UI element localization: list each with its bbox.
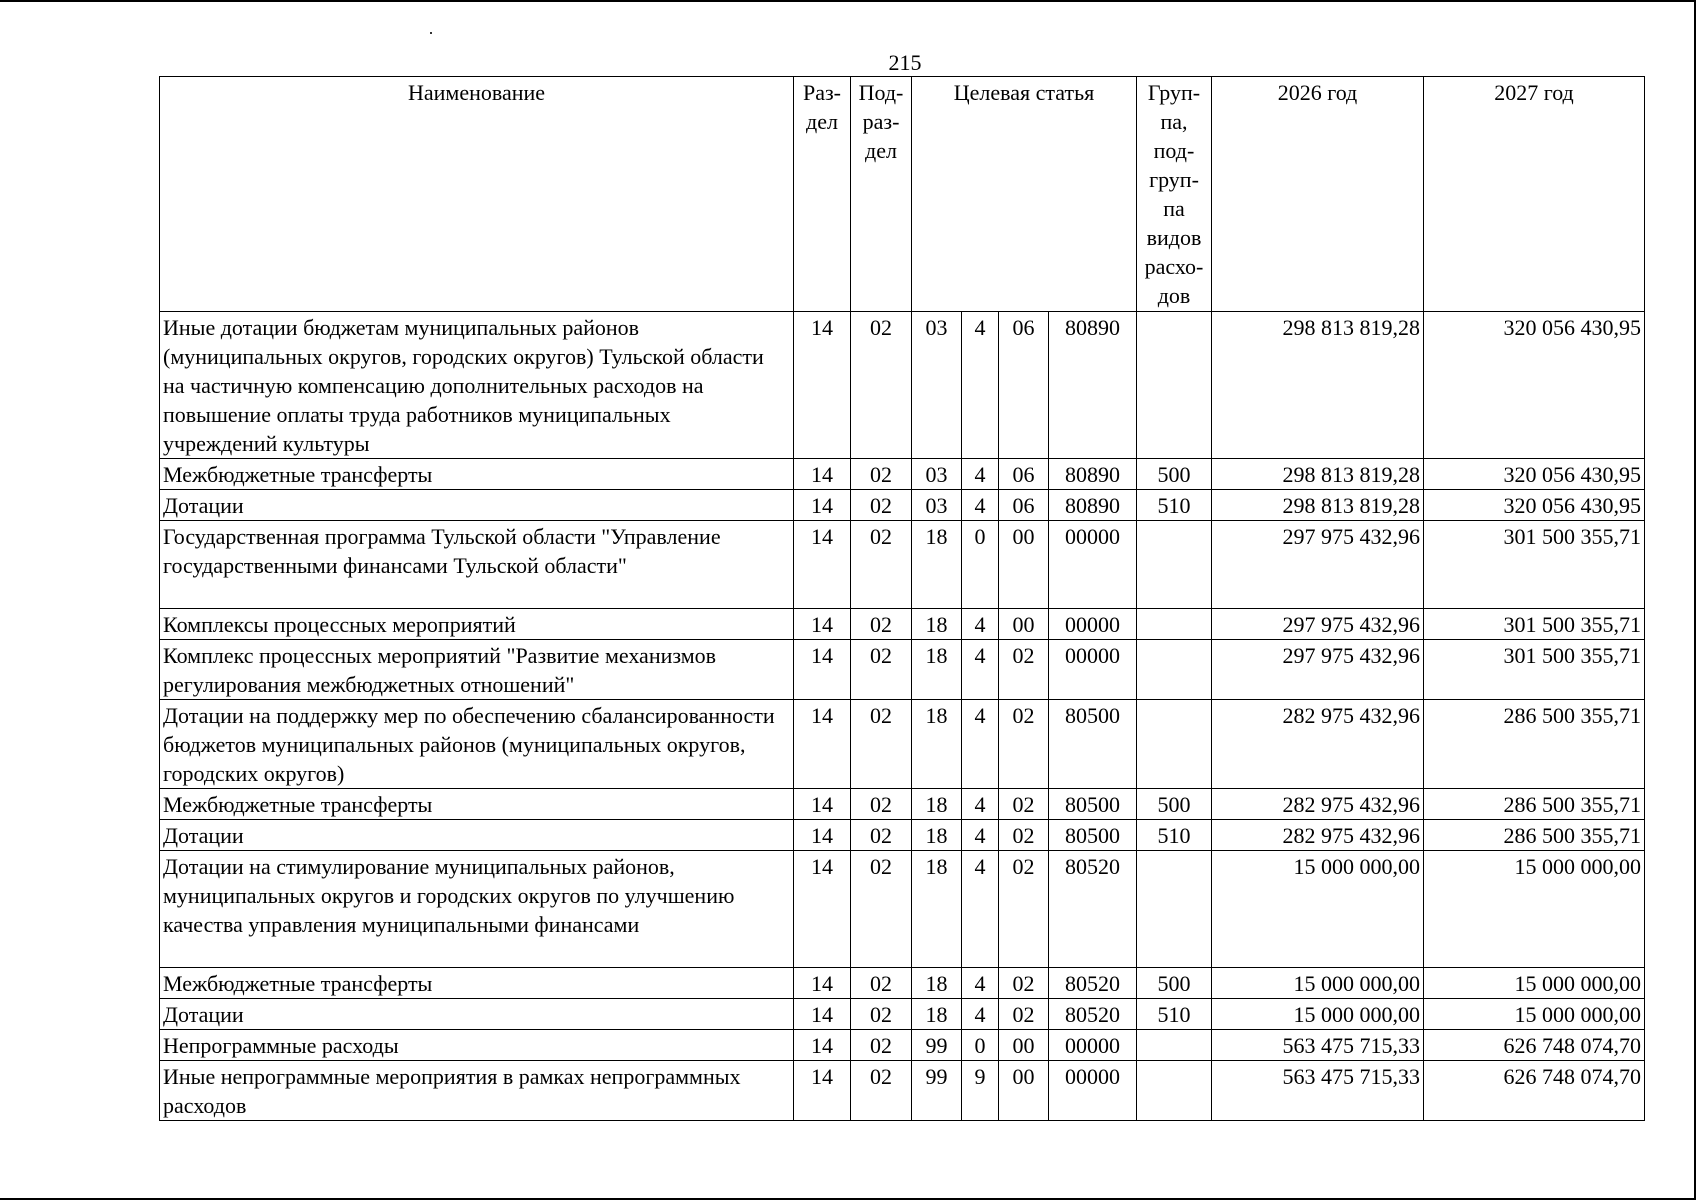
- row-amount-2026: 563 475 715,33: [1212, 1061, 1424, 1121]
- row-name: Межбюджетные трансферты: [160, 459, 794, 490]
- row-amount-2027: 301 500 355,71: [1424, 640, 1645, 700]
- row-target-program: 18: [912, 789, 962, 820]
- row-expense-group: 510: [1137, 490, 1212, 521]
- row-razdel: 14: [794, 459, 851, 490]
- table-row: [160, 851, 1645, 968]
- row-amount-2027: 286 500 355,71: [1424, 700, 1645, 789]
- row-amount-2027: 320 056 430,95: [1424, 459, 1645, 490]
- row-target-direction: 80890: [1049, 490, 1137, 521]
- row-target-program: 03: [912, 490, 962, 521]
- row-target-direction: 80500: [1049, 789, 1137, 820]
- row-amount-2026: 298 813 819,28: [1212, 459, 1424, 490]
- header-razdel: Раз- дел: [794, 77, 851, 312]
- row-name: Дотации: [160, 999, 794, 1030]
- row-razdel: 14: [794, 700, 851, 789]
- row-target-program: 18: [912, 521, 962, 609]
- row-podrazdel: 02: [851, 999, 912, 1030]
- table-row: [160, 1030, 1645, 1061]
- table-row: [160, 521, 1645, 609]
- budget-table: [159, 76, 1645, 1121]
- row-target-type: 0: [962, 1030, 999, 1061]
- row-target-type: 4: [962, 312, 999, 459]
- row-target-subprogram: 06: [999, 459, 1049, 490]
- row-razdel: 14: [794, 968, 851, 999]
- row-expense-group: 500: [1137, 459, 1212, 490]
- row-razdel: 14: [794, 820, 851, 851]
- row-razdel: 14: [794, 851, 851, 968]
- row-expense-group: [1137, 312, 1212, 459]
- row-amount-2027: 301 500 355,71: [1424, 609, 1645, 640]
- row-expense-group: [1137, 700, 1212, 789]
- row-amount-2026: 298 813 819,28: [1212, 490, 1424, 521]
- row-podrazdel: 02: [851, 1061, 912, 1121]
- row-name: Государственная программа Тульской области "Управление государственными финансами Тульской области": [160, 521, 794, 609]
- row-name: Дотации на стимулирование муниципальных районов, муниципальных округов и городских округов по улучшению качества управления муниципальными финансами: [160, 851, 794, 968]
- row-target-type: 4: [962, 851, 999, 968]
- row-razdel: 14: [794, 1030, 851, 1061]
- row-amount-2026: 297 975 432,96: [1212, 640, 1424, 700]
- row-target-direction: 80890: [1049, 459, 1137, 490]
- row-razdel: 14: [794, 490, 851, 521]
- row-amount-2026: 15 000 000,00: [1212, 999, 1424, 1030]
- row-amount-2027: 286 500 355,71: [1424, 789, 1645, 820]
- row-amount-2027: 286 500 355,71: [1424, 820, 1645, 851]
- row-target-direction: 00000: [1049, 1061, 1137, 1121]
- row-target-direction: 00000: [1049, 609, 1137, 640]
- row-target-subprogram: 02: [999, 999, 1049, 1030]
- row-amount-2027: 626 748 074,70: [1424, 1061, 1645, 1121]
- row-podrazdel: 02: [851, 640, 912, 700]
- row-target-subprogram: 00: [999, 1061, 1049, 1121]
- row-amount-2026: 297 975 432,96: [1212, 609, 1424, 640]
- header-expense-group: Груп- па, под- груп- па видов расхо- дов: [1137, 77, 1212, 312]
- row-podrazdel: 02: [851, 490, 912, 521]
- row-target-type: 4: [962, 789, 999, 820]
- row-podrazdel: 02: [851, 521, 912, 609]
- row-target-program: 18: [912, 968, 962, 999]
- row-name: Комплекс процессных мероприятий "Развитие механизмов регулирования межбюджетных отношений": [160, 640, 794, 700]
- table-row: [160, 312, 1645, 459]
- row-amount-2026: 15 000 000,00: [1212, 851, 1424, 968]
- row-target-subprogram: 02: [999, 851, 1049, 968]
- row-amount-2027: 301 500 355,71: [1424, 521, 1645, 609]
- row-expense-group: 510: [1137, 999, 1212, 1030]
- row-target-subprogram: 02: [999, 700, 1049, 789]
- row-target-direction: 80500: [1049, 820, 1137, 851]
- row-expense-group: [1137, 851, 1212, 968]
- row-target-program: 18: [912, 640, 962, 700]
- row-target-type: 0: [962, 521, 999, 609]
- row-amount-2026: 563 475 715,33: [1212, 1030, 1424, 1061]
- row-target-program: 18: [912, 609, 962, 640]
- row-expense-group: [1137, 521, 1212, 609]
- row-target-direction: 00000: [1049, 521, 1137, 609]
- row-expense-group: 500: [1137, 968, 1212, 999]
- row-target-subprogram: 06: [999, 312, 1049, 459]
- row-target-direction: 80520: [1049, 851, 1137, 968]
- row-target-type: 4: [962, 490, 999, 521]
- row-amount-2026: 15 000 000,00: [1212, 968, 1424, 999]
- row-razdel: 14: [794, 789, 851, 820]
- row-podrazdel: 02: [851, 851, 912, 968]
- row-target-subprogram: 02: [999, 820, 1049, 851]
- row-target-subprogram: 02: [999, 640, 1049, 700]
- row-target-type: 4: [962, 459, 999, 490]
- table-row: [160, 968, 1645, 999]
- row-amount-2027: 15 000 000,00: [1424, 999, 1645, 1030]
- row-razdel: 14: [794, 640, 851, 700]
- row-name: Дотации: [160, 820, 794, 851]
- row-podrazdel: 02: [851, 312, 912, 459]
- row-target-direction: 80520: [1049, 968, 1137, 999]
- row-name: Межбюджетные трансферты: [160, 968, 794, 999]
- scan-speck: [430, 32, 432, 34]
- header-target-article: Целевая статья: [912, 77, 1137, 312]
- row-podrazdel: 02: [851, 609, 912, 640]
- row-target-program: 99: [912, 1061, 962, 1121]
- row-podrazdel: 02: [851, 1030, 912, 1061]
- row-target-subprogram: 02: [999, 789, 1049, 820]
- row-podrazdel: 02: [851, 789, 912, 820]
- row-amount-2027: 320 056 430,95: [1424, 312, 1645, 459]
- row-name: Комплексы процессных мероприятий: [160, 609, 794, 640]
- row-target-subprogram: 00: [999, 1030, 1049, 1061]
- row-target-program: 18: [912, 700, 962, 789]
- header-year-2027: 2027 год: [1424, 77, 1645, 312]
- row-target-program: 03: [912, 459, 962, 490]
- table-row: [160, 459, 1645, 490]
- row-amount-2026: 298 813 819,28: [1212, 312, 1424, 459]
- row-target-subprogram: 06: [999, 490, 1049, 521]
- row-expense-group: [1137, 1061, 1212, 1121]
- row-target-program: 18: [912, 999, 962, 1030]
- table-row: [160, 820, 1645, 851]
- table-body: [160, 312, 1645, 1121]
- row-podrazdel: 02: [851, 700, 912, 789]
- row-target-type: 4: [962, 968, 999, 999]
- row-target-direction: 80520: [1049, 999, 1137, 1030]
- row-target-direction: 00000: [1049, 1030, 1137, 1061]
- row-target-type: 4: [962, 609, 999, 640]
- row-amount-2026: 282 975 432,96: [1212, 789, 1424, 820]
- row-podrazdel: 02: [851, 820, 912, 851]
- row-expense-group: [1137, 1030, 1212, 1061]
- table-row: [160, 789, 1645, 820]
- table-row: [160, 700, 1645, 789]
- row-target-program: 18: [912, 851, 962, 968]
- row-target-type: 4: [962, 999, 999, 1030]
- row-name: Межбюджетные трансферты: [160, 789, 794, 820]
- header-podrazdel: Под- раз- дел: [851, 77, 912, 312]
- row-target-type: 4: [962, 820, 999, 851]
- row-podrazdel: 02: [851, 968, 912, 999]
- row-target-direction: 80500: [1049, 700, 1137, 789]
- row-expense-group: 510: [1137, 820, 1212, 851]
- row-target-type: 9: [962, 1061, 999, 1121]
- row-expense-group: [1137, 609, 1212, 640]
- table-row: [160, 1061, 1645, 1121]
- row-target-type: 4: [962, 640, 999, 700]
- row-razdel: 14: [794, 312, 851, 459]
- row-amount-2026: 282 975 432,96: [1212, 700, 1424, 789]
- row-target-program: 18: [912, 820, 962, 851]
- row-razdel: 14: [794, 521, 851, 609]
- row-expense-group: 500: [1137, 789, 1212, 820]
- header-year-2026: 2026 год: [1212, 77, 1424, 312]
- row-amount-2026: 282 975 432,96: [1212, 820, 1424, 851]
- row-razdel: 14: [794, 999, 851, 1030]
- row-target-subprogram: 00: [999, 521, 1049, 609]
- row-razdel: 14: [794, 609, 851, 640]
- row-name: Дотации: [160, 490, 794, 521]
- row-target-subprogram: 02: [999, 968, 1049, 999]
- table-row: [160, 999, 1645, 1030]
- table-row: [160, 640, 1645, 700]
- header-name: Наименование: [160, 77, 794, 312]
- row-amount-2027: 320 056 430,95: [1424, 490, 1645, 521]
- row-name: Иные непрограммные мероприятия в рамках непрограммных расходов: [160, 1061, 794, 1121]
- row-amount-2027: 15 000 000,00: [1424, 851, 1645, 968]
- row-expense-group: [1137, 640, 1212, 700]
- row-target-direction: 80890: [1049, 312, 1137, 459]
- table-row: [160, 609, 1645, 640]
- row-target-subprogram: 00: [999, 609, 1049, 640]
- row-podrazdel: 02: [851, 459, 912, 490]
- row-name: Непрограммные расходы: [160, 1030, 794, 1061]
- row-target-program: 03: [912, 312, 962, 459]
- table-row: [160, 490, 1645, 521]
- page-number: 215: [888, 50, 922, 75]
- row-target-type: 4: [962, 700, 999, 789]
- page-top-border: [0, 0, 1696, 2]
- row-name: Иные дотации бюджетам муниципальных районов (муниципальных округов, городских округов) Тульской области на частичную компенсацию дополнительных расходов на повышение оплаты труда работников муниципальных учреждений культуры: [160, 312, 794, 459]
- table-header-row: [160, 77, 1645, 312]
- row-amount-2027: 626 748 074,70: [1424, 1030, 1645, 1061]
- row-name: Дотации на поддержку мер по обеспечению сбалансированности бюджетов муниципальных районов (муниципальных округов, городских округов): [160, 700, 794, 789]
- row-target-direction: 00000: [1049, 640, 1137, 700]
- row-target-program: 99: [912, 1030, 962, 1061]
- row-amount-2027: 15 000 000,00: [1424, 968, 1645, 999]
- row-amount-2026: 297 975 432,96: [1212, 521, 1424, 609]
- row-razdel: 14: [794, 1061, 851, 1121]
